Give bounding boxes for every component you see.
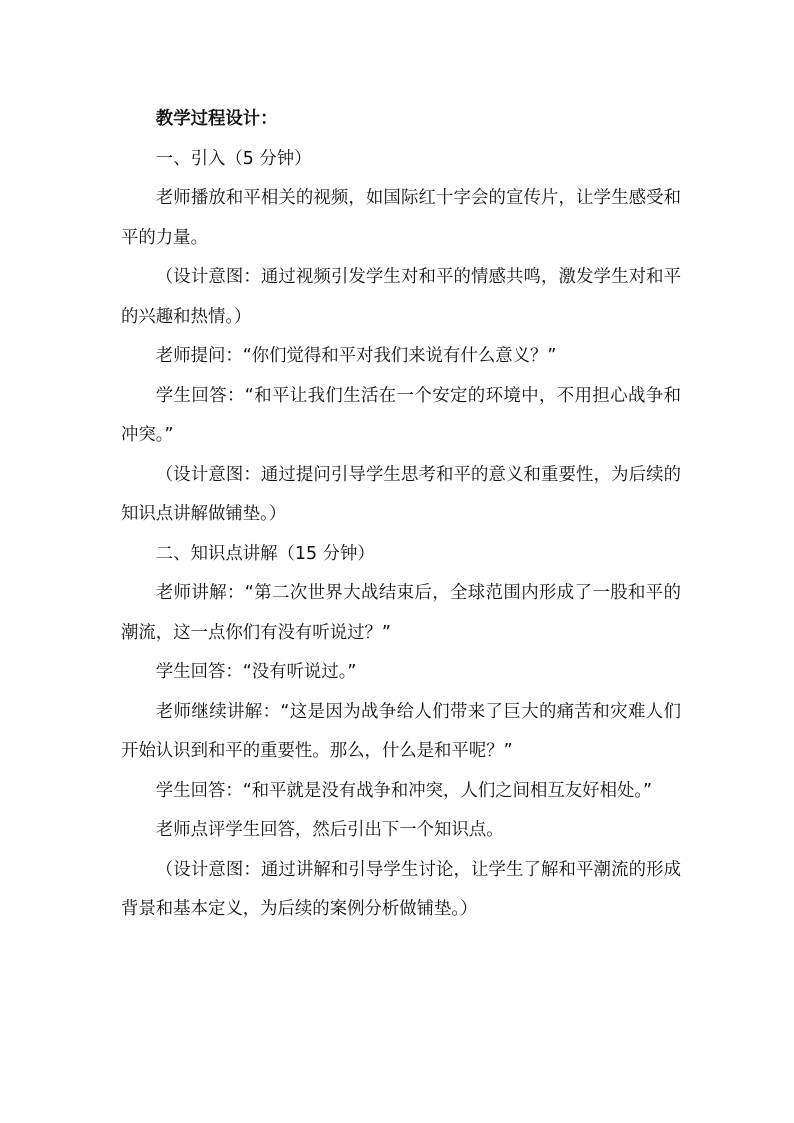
- paragraph-student-answer-1: 学生回答：“和平让我们生活在一个安定的环境中，不用担心战争和冲突。”: [121, 385, 681, 445]
- paragraph-student-answer-2: 学生回答：“没有听说过。”: [155, 662, 357, 682]
- paragraph-teacher-explanation-2: 老师继续讲解：“这是因为战争给人们带来了巨大的痛苦和灾难人们开始认识到和平的重要性。那么，什么是和平呢？”: [121, 701, 681, 761]
- paragraph-video: 老师播放和平相关的视频，如国际红十字会的宣传片，让学生感受和平的力量。: [121, 188, 681, 248]
- section-heading-intro: 一、引入（5 分钟）: [155, 148, 312, 169]
- paragraph-design-intent-3: （设计意图：通过讲解和引导学生讨论，让学生了解和平潮流的形成背景和基本定义，为后续的案例分析做铺垫。）: [121, 859, 681, 919]
- document-title: 教学过程设计：: [155, 109, 278, 129]
- document-body: [121, 100, 681, 930]
- paragraph-design-intent-1: （设计意图：通过视频引发学生对和平的情感共鸣，激发学生对和平的兴趣和热情。）: [121, 267, 681, 327]
- paragraph-student-answer-3: 学生回答：“和平就是没有战争和冲突，人们之间相互友好相处。”: [155, 780, 653, 801]
- section-heading-knowledge: 二、知识点讲解（15 分钟）: [155, 543, 375, 564]
- paragraph-design-intent-2: （设计意图：通过提问引导学生思考和平的意义和重要性，为后续的知识点讲解做铺垫。）: [121, 464, 681, 524]
- paragraph-teacher-question: 老师提问：“你们觉得和平对我们来说有什么意义？”: [155, 346, 557, 366]
- paragraph-teacher-comment: 老师点评学生回答，然后引出下一个知识点。: [155, 820, 504, 840]
- paragraph-teacher-explanation-1: 老师讲解：“第二次世界大战结束后，全球范围内形成了一股和平的潮流，这一点你们有没有听说过？”: [121, 583, 681, 643]
